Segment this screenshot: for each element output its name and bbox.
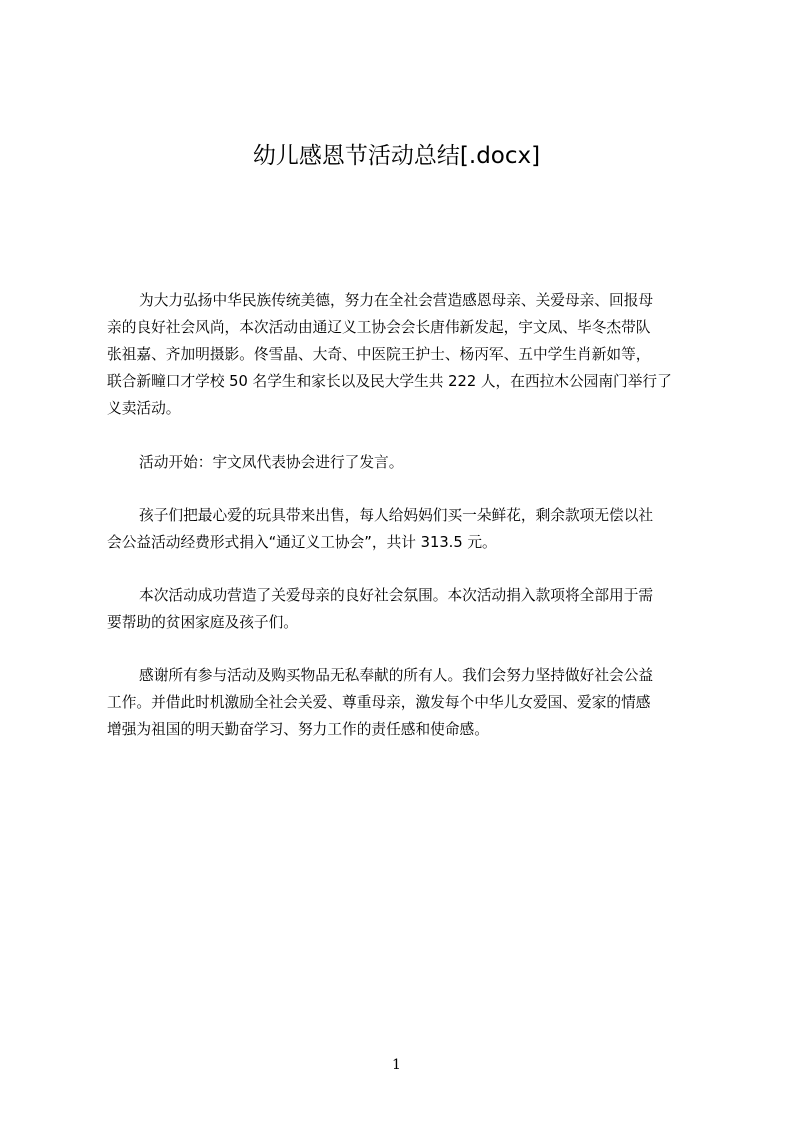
paragraph-thanks — [107, 662, 701, 743]
paragraph-line: 亲的良好社会风尚，本次活动由通辽义工协会会长唐伟新发起，宇文凤、毕冬杰带队 — [107, 319, 651, 336]
paragraph-line: 要帮助的贫困家庭及孩子们。 — [107, 614, 298, 631]
paragraph-line: 活动开始：宇文凤代表协会进行了发言。 — [139, 454, 404, 471]
paragraph-line: 张祖嘉、齐加明摄影。佟雪晶、大奇、中医院王护士、杨丙军、五中学生肖新如等， — [107, 346, 651, 363]
paragraph-intro — [107, 287, 701, 422]
paragraph-line: 工作。并借此时机激励全社会关爱、尊重母亲，激发每个中华儿女爱国、爱家的情感 — [107, 694, 651, 711]
paragraph-line: 增强为祖国的明天勤奋学习、努力工作的责任感和使命感。 — [107, 721, 489, 738]
paragraph-line: 感谢所有参与活动及购买物品无私奉献的所有人。我们会努力坚持做好社会公益 — [139, 667, 654, 684]
paragraph-activity-start — [107, 449, 701, 476]
page-number: 1 — [392, 1057, 401, 1073]
paragraph-line: 为大力弘扬中华民族传统美德，努力在全社会营造感恩母亲、关爱母亲、回报母 — [139, 292, 654, 309]
paragraph-line: 义卖活动。 — [107, 400, 181, 417]
document-title: 幼儿感恩节活动总结[.docx] — [252, 143, 541, 169]
paragraph-outcome — [107, 582, 701, 636]
paragraph-sale-details — [107, 502, 701, 556]
paragraph-line: 孩子们把最心爱的玩具带来出售，每人给妈妈们买一朵鲜花，剩余款项无偿以社 — [139, 507, 654, 524]
paragraph-line: 联合新疃口才学校 50 名学生和家长以及民大学生共 222 人，在西拉木公园南门举行了 — [107, 373, 672, 390]
paragraph-line: 会公益活动经费形式捐入“通辽义工协会”，共计 313.5 元。 — [107, 534, 497, 551]
paragraph-line: 本次活动成功营造了关爱母亲的良好社会氛围。本次活动捐入款项将全部用于需 — [139, 587, 654, 604]
